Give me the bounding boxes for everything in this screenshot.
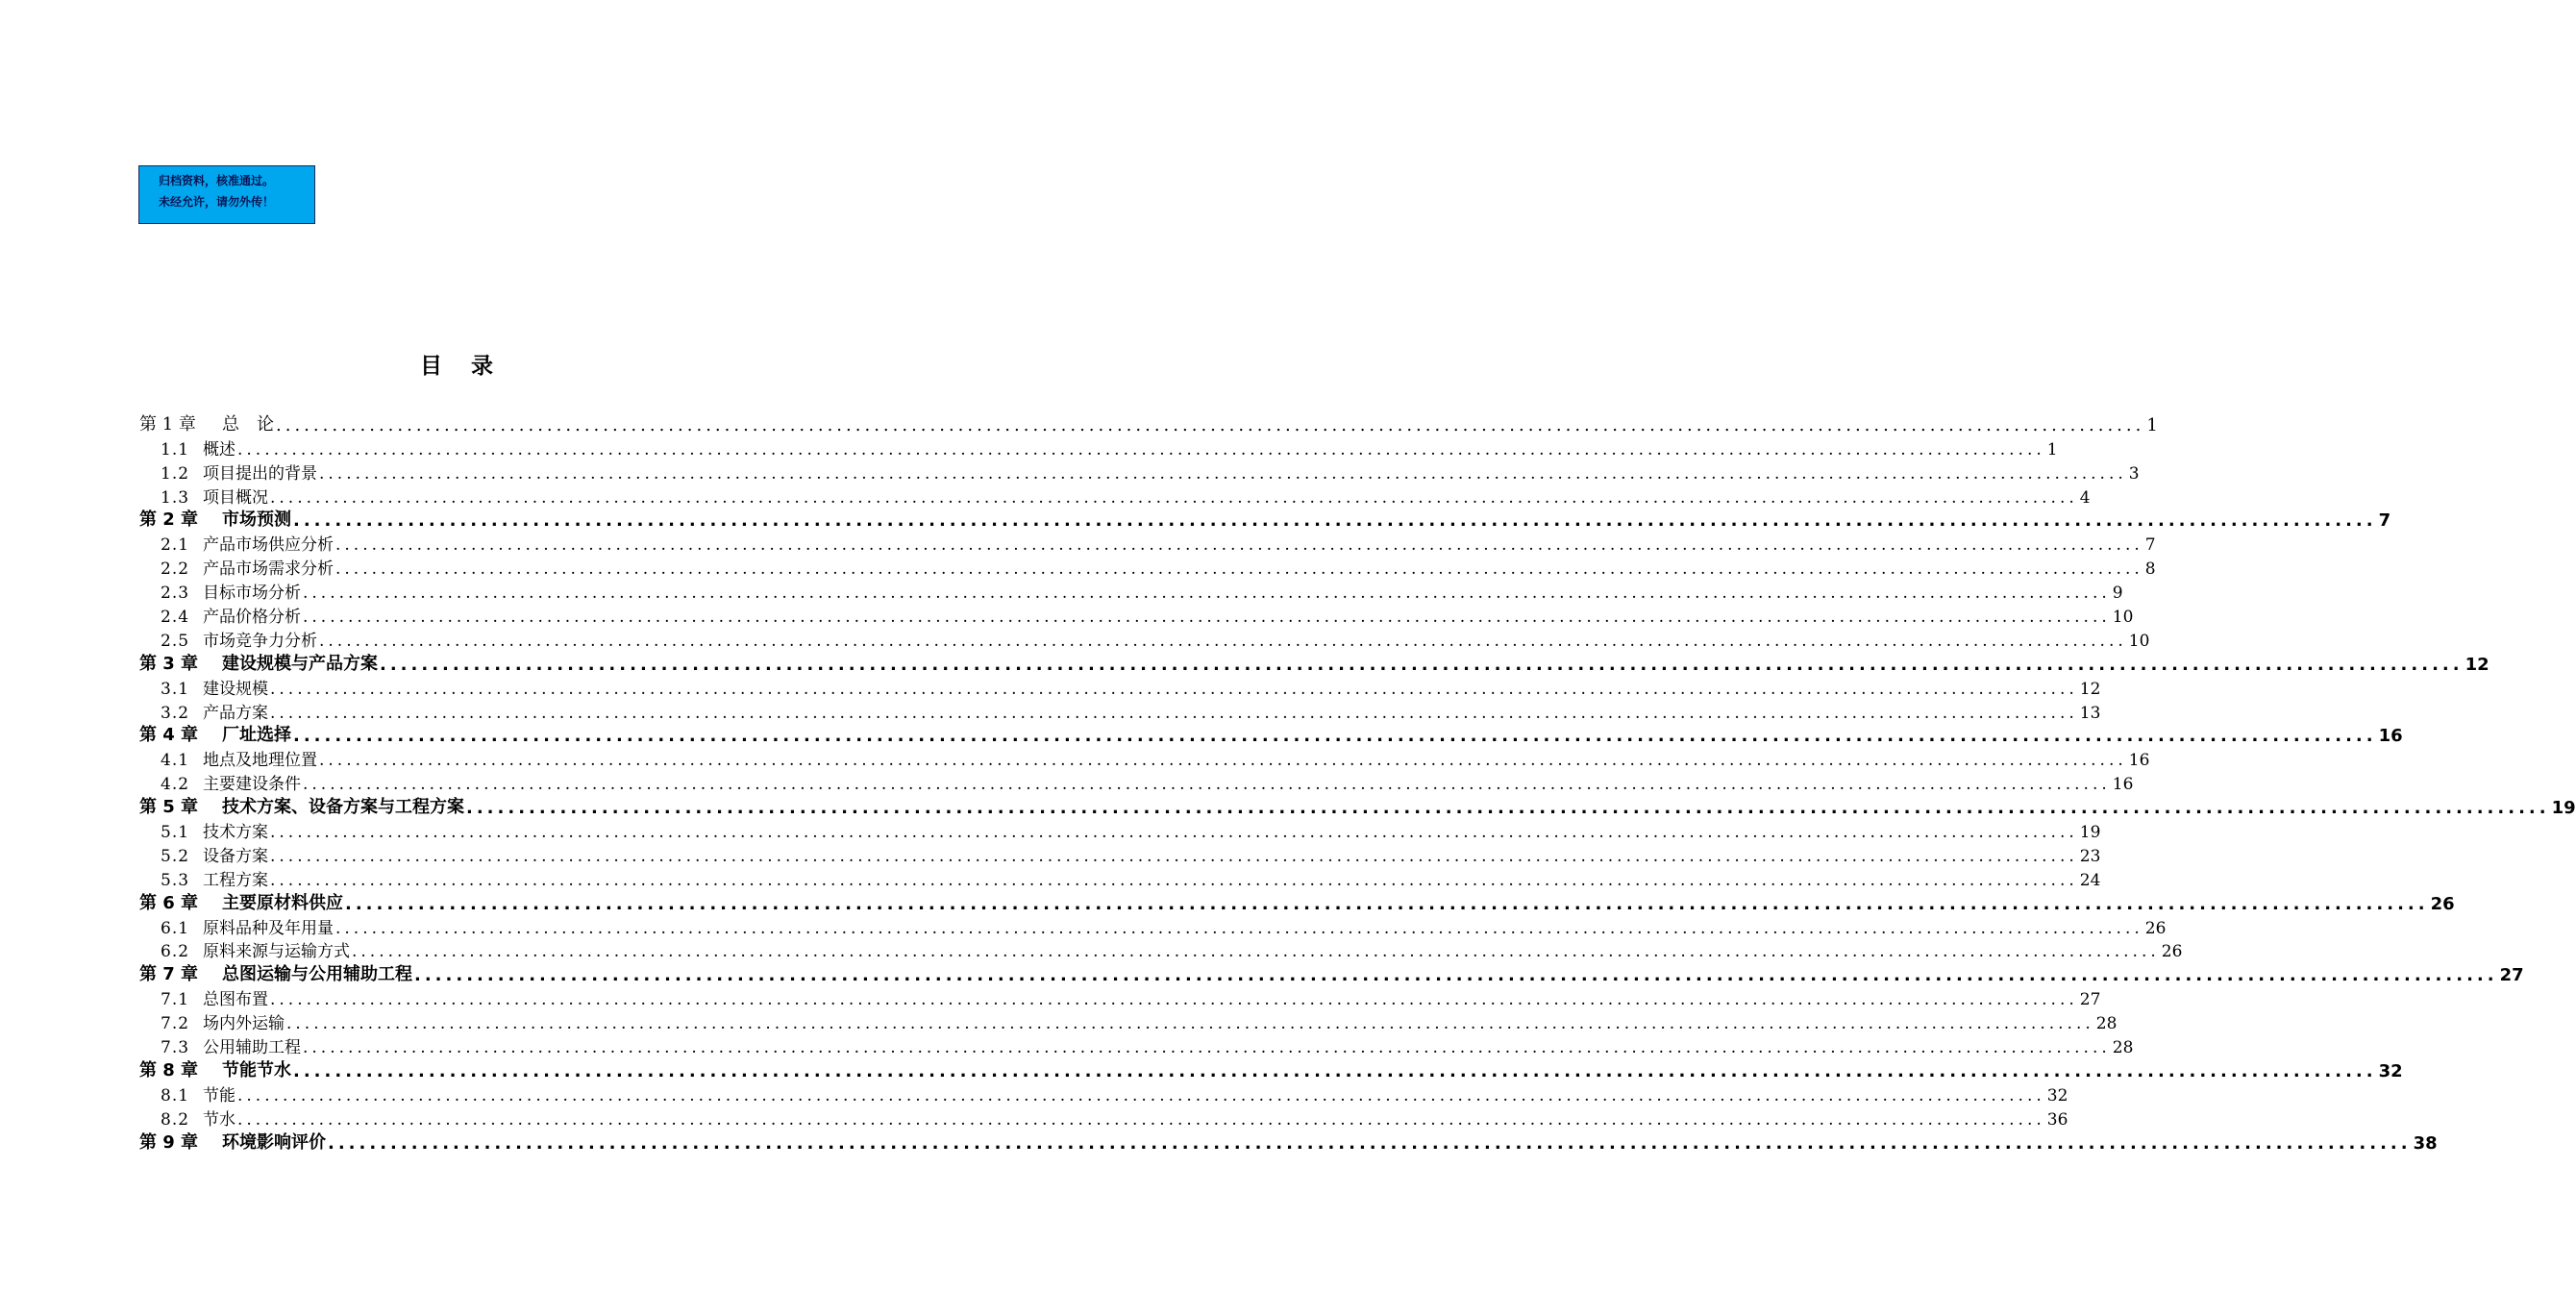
toc-entry-title: 项目概况	[203, 487, 268, 508]
toc-page-number: 1	[2046, 439, 2058, 460]
toc-section-entry[interactable]	[139, 818, 2101, 843]
toc-entry-title: 产品方案	[203, 703, 268, 723]
toc-entry-title: 目标市场分析	[203, 584, 301, 604]
toc-entry-title: 场内外运输	[203, 1014, 285, 1034]
stamp-line-2: 未经允许，请勿外传！	[159, 195, 275, 209]
toc-entry-label	[161, 1009, 285, 1033]
toc-entry-title: 建设规模与产品方案	[222, 653, 378, 674]
toc-entry-title: 市场竞争力分析	[203, 631, 317, 651]
toc-dot-leader: ........................................................................................................................................................................................................	[335, 918, 2143, 938]
toc-chapter-entry[interactable]	[139, 411, 2158, 435]
toc-dot-leader: ........................................................................................................................................................................................................	[237, 439, 2045, 460]
toc-entry-title: 建设规模	[203, 679, 268, 699]
toc-entry-number: 第 7 章	[139, 964, 199, 985]
toc-dot-leader: ........................................................................................................................................................................................................	[380, 654, 2464, 675]
toc-entry-title: 工程方案	[203, 870, 268, 890]
toc-chapter-entry[interactable]	[139, 508, 2391, 532]
toc-entry-title: 总图布置	[203, 990, 268, 1010]
toc-entry-number: 6.1	[161, 918, 190, 938]
toc-section-entry[interactable]	[139, 484, 2091, 508]
toc-page-number: 19	[2551, 798, 2576, 819]
toc-section-entry[interactable]	[139, 579, 2123, 604]
toc-chapter-entry[interactable]	[139, 651, 2489, 675]
archive-stamp	[138, 165, 315, 224]
toc-page-number: 8	[2144, 559, 2156, 580]
toc-entry-number: 4.2	[161, 775, 190, 795]
toc-entry-label	[139, 410, 274, 435]
toc-entry-number: 2.4	[161, 608, 190, 628]
toc-entry-label	[161, 1106, 235, 1130]
toc-entry-label	[139, 721, 291, 746]
toc-entry-label	[161, 770, 301, 794]
toc-page-number: 32	[2046, 1085, 2068, 1106]
toc-dot-leader: ........................................................................................................................................................................................................	[270, 487, 2078, 508]
toc-entry-number: 1.1	[161, 439, 190, 460]
toc-section-entry[interactable]	[139, 914, 2167, 938]
toc-entry-number: 第 3 章	[139, 653, 199, 674]
toc-entry-label	[139, 1129, 326, 1154]
toc-page-number: 27	[2499, 965, 2524, 986]
toc-entry-number: 6.2	[161, 942, 190, 962]
toc-dot-leader: ........................................................................................................................................................................................................	[270, 679, 2078, 699]
toc-entry-title: 原料品种及年用量	[203, 918, 334, 938]
toc-entry-label	[139, 793, 464, 818]
toc-entry-title: 技术方案、设备方案与工程方案	[222, 797, 464, 818]
toc-entry-number: 3.2	[161, 703, 190, 723]
toc-entry-label	[139, 506, 291, 531]
toc-dot-leader: ........................................................................................................................................................................................................	[319, 631, 2127, 651]
toc-section-entry[interactable]	[139, 1009, 2118, 1034]
toc-entry-title: 技术方案	[203, 823, 268, 843]
toc-section-entry[interactable]	[139, 675, 2101, 699]
toc-page-number: 36	[2046, 1109, 2068, 1130]
toc-entry-number: 第 2 章	[139, 509, 199, 531]
toc-entry-label	[161, 1033, 301, 1057]
toc-entry-label	[161, 937, 350, 961]
toc-entry-label	[139, 889, 343, 914]
toc-dot-leader: ........................................................................................................................................................................................................	[276, 414, 2145, 435]
toc-entry-label	[161, 985, 268, 1009]
toc-entry-label	[161, 579, 301, 603]
toc-page-number: 4	[2079, 487, 2091, 508]
toc-dot-leader: ........................................................................................................................................................................................................	[352, 942, 2160, 962]
toc-section-entry[interactable]	[139, 985, 2101, 1010]
toc-entry-label	[161, 675, 268, 699]
toc-entry-label	[161, 435, 235, 460]
toc-entry-label	[139, 1056, 291, 1081]
toc-dot-leader: ........................................................................................................................................................................................................	[303, 1038, 2111, 1058]
toc-section-entry[interactable]	[139, 555, 2156, 580]
toc-entry-number: 4.1	[161, 751, 190, 771]
toc-entry-number: 第 8 章	[139, 1059, 199, 1081]
toc-entry-label	[161, 699, 268, 723]
toc-page-number: 10	[2112, 608, 2134, 628]
toc-entry-label	[139, 960, 412, 985]
toc-entry-title: 项目提出的背景	[203, 463, 317, 484]
toc-entry-title: 公用辅助工程	[203, 1038, 301, 1058]
toc-entry-number: 2.2	[161, 559, 190, 580]
toc-entry-title: 主要原材料供应	[222, 892, 343, 913]
toc-chapter-entry[interactable]	[139, 890, 2455, 914]
toc-page-number: 24	[2079, 870, 2101, 890]
toc-section-entry[interactable]	[139, 627, 2150, 651]
toc-entry-number: 第 6 章	[139, 892, 199, 913]
toc-page-number: 1	[2146, 414, 2158, 435]
stamp-line-1: 归档资料，核准通过。	[159, 174, 275, 187]
toc-entry-label	[161, 866, 268, 890]
toc-page-number: 10	[2128, 631, 2150, 651]
toc-entry-title: 产品价格分析	[203, 608, 301, 628]
toc-entry-label	[161, 555, 334, 579]
toc-page-number: 16	[2112, 775, 2134, 795]
toc-page-number: 28	[2095, 1014, 2118, 1034]
toc-page-number: 3	[2128, 463, 2140, 484]
toc-dot-leader: ........................................................................................................................................................................................................	[303, 775, 2111, 795]
toc-entry-label	[161, 842, 268, 866]
toc-dot-leader: ........................................................................................................................................................................................................	[335, 559, 2143, 580]
toc-entry-title: 产品市场供应分析	[203, 535, 334, 556]
toc-dot-leader: ........................................................................................................................................................................................................	[303, 584, 2111, 604]
toc-dot-leader: ........................................................................................................................................................................................................	[414, 965, 2498, 986]
toc-dot-leader: ........................................................................................................................................................................................................	[345, 893, 2429, 914]
toc-entry-label	[161, 531, 334, 555]
toc-entry-label	[161, 460, 317, 484]
toc-entry-number: 1.2	[161, 463, 190, 484]
toc-dot-leader: ........................................................................................................................................................................................................	[319, 751, 2127, 771]
toc-page-number: 32	[2378, 1060, 2403, 1081]
toc-entry-title: 概述	[203, 439, 235, 460]
toc-page-number: 16	[2128, 751, 2150, 771]
toc-entry-title: 总图运输与公用辅助工程	[222, 964, 412, 985]
toc-section-entry[interactable]	[139, 1033, 2134, 1058]
toc-entry-number: 2.5	[161, 631, 190, 651]
toc-entry-number: 第 4 章	[139, 725, 199, 746]
toc-page-number: 23	[2079, 846, 2101, 866]
toc-entry-number: 7.3	[161, 1038, 190, 1058]
toc-entry-title: 市场预测	[222, 509, 291, 531]
toc-entry-number: 第 1 章	[139, 413, 196, 435]
toc-dot-leader: ........................................................................................................................................................................................................	[466, 798, 2550, 819]
toc-entry-label	[161, 603, 301, 627]
toc-dot-leader: ........................................................................................................................................................................................................	[303, 608, 2111, 628]
toc-entry-number: 8.2	[161, 1109, 190, 1130]
toc-entry-number: 第 5 章	[139, 797, 199, 818]
toc-section-entry[interactable]	[139, 866, 2101, 890]
toc-section-entry[interactable]	[139, 1081, 2068, 1106]
toc-section-entry[interactable]	[139, 460, 2140, 484]
toc-page-number: 26	[2430, 893, 2455, 914]
toc-entry-number: 2.3	[161, 584, 190, 604]
toc-dot-leader: ........................................................................................................................................................................................................	[293, 510, 2377, 532]
toc-entry-number: 2.1	[161, 535, 190, 556]
toc-entry-number: 第 9 章	[139, 1131, 199, 1153]
toc-chapter-entry[interactable]	[139, 1057, 2403, 1081]
toc-entry-title: 厂址选择	[222, 725, 291, 746]
toc-entry-label	[161, 818, 268, 842]
toc-dot-leader: ........................................................................................................................................................................................................	[293, 726, 2377, 747]
toc-entry-title: 设备方案	[203, 846, 268, 866]
toc-section-entry[interactable]	[139, 435, 2058, 460]
toc-page-number: 7	[2378, 510, 2391, 532]
toc-entry-number: 7.1	[161, 990, 190, 1010]
toc-entry-label	[161, 746, 317, 770]
toc-entry-label	[161, 484, 268, 508]
toc-page-number: 27	[2079, 990, 2101, 1010]
toc-entry-number: 8.1	[161, 1085, 190, 1106]
toc-entry-title: 产品市场需求分析	[203, 559, 334, 580]
toc-page-number: 28	[2112, 1038, 2134, 1058]
toc-section-entry[interactable]	[139, 1106, 2068, 1130]
toc-entry-number: 1.3	[161, 487, 190, 508]
toc-entry-label	[139, 650, 378, 675]
toc-section-entry[interactable]	[139, 938, 2183, 962]
toc-dot-leader: ........................................................................................................................................................................................................	[237, 1085, 2045, 1106]
toc-page-number: 7	[2144, 535, 2156, 556]
toc-dot-leader: ........................................................................................................................................................................................................	[293, 1060, 2377, 1081]
toc-page-number: 13	[2079, 703, 2101, 723]
toc-dot-leader: ........................................................................................................................................................................................................	[237, 1109, 2045, 1130]
toc-chapter-entry[interactable]	[139, 961, 2524, 986]
toc-page-number: 26	[2144, 918, 2167, 938]
toc-page-number: 9	[2112, 584, 2123, 604]
toc-entry-title: 环境影响评价	[222, 1131, 326, 1153]
toc-entry-title: 总 论	[222, 413, 274, 435]
toc-page-number: 38	[2413, 1132, 2438, 1154]
toc-dot-leader: ........................................................................................................................................................................................................	[270, 823, 2078, 843]
toc-entry-number: 3.1	[161, 679, 190, 699]
toc-page-number: 16	[2378, 726, 2403, 747]
toc-dot-leader: ........................................................................................................................................................................................................	[270, 703, 2078, 723]
toc-chapter-entry[interactable]	[139, 723, 2403, 747]
toc-entry-title: 原料来源与运输方式	[203, 942, 350, 962]
toc-dot-leader: ........................................................................................................................................................................................................	[270, 846, 2078, 866]
toc-entry-number: 5.1	[161, 823, 190, 843]
toc-entry-label	[161, 627, 317, 651]
toc-entry-title: 节能	[203, 1085, 235, 1106]
toc-section-entry[interactable]	[139, 770, 2134, 795]
toc-section-entry[interactable]	[139, 746, 2150, 771]
toc-dot-leader: ........................................................................................................................................................................................................	[286, 1014, 2094, 1034]
toc-title: 目录	[420, 354, 522, 379]
toc-page-number: 12	[2079, 679, 2101, 699]
toc-entry-number: 5.2	[161, 846, 190, 866]
toc-entry-number: 5.3	[161, 870, 190, 890]
toc-chapter-entry[interactable]	[139, 794, 2576, 819]
toc-dot-leader: ........................................................................................................................................................................................................	[319, 463, 2127, 484]
toc-entry-label	[161, 1081, 235, 1106]
toc-dot-leader: ........................................................................................................................................................................................................	[328, 1132, 2412, 1154]
toc-page-number: 26	[2161, 942, 2183, 962]
toc-page-number: 12	[2465, 654, 2489, 675]
table-of-contents	[139, 411, 2576, 1154]
toc-entry-number: 7.2	[161, 1014, 190, 1034]
toc-dot-leader: ........................................................................................................................................................................................................	[335, 535, 2143, 556]
toc-dot-leader: ........................................................................................................................................................................................................	[270, 870, 2078, 890]
toc-entry-title: 节能节水	[222, 1059, 291, 1081]
toc-entry-title: 地点及地理位置	[203, 751, 317, 771]
toc-section-entry[interactable]	[139, 531, 2156, 556]
toc-section-entry[interactable]	[139, 699, 2101, 723]
toc-dot-leader: ........................................................................................................................................................................................................	[270, 990, 2078, 1010]
toc-page-number: 19	[2079, 823, 2101, 843]
toc-section-entry[interactable]	[139, 603, 2134, 628]
toc-entry-title: 节水	[203, 1109, 235, 1130]
toc-section-entry[interactable]	[139, 842, 2101, 866]
toc-entry-label	[161, 914, 334, 938]
toc-entry-title: 主要建设条件	[203, 775, 301, 795]
toc-chapter-entry[interactable]	[139, 1130, 2438, 1154]
